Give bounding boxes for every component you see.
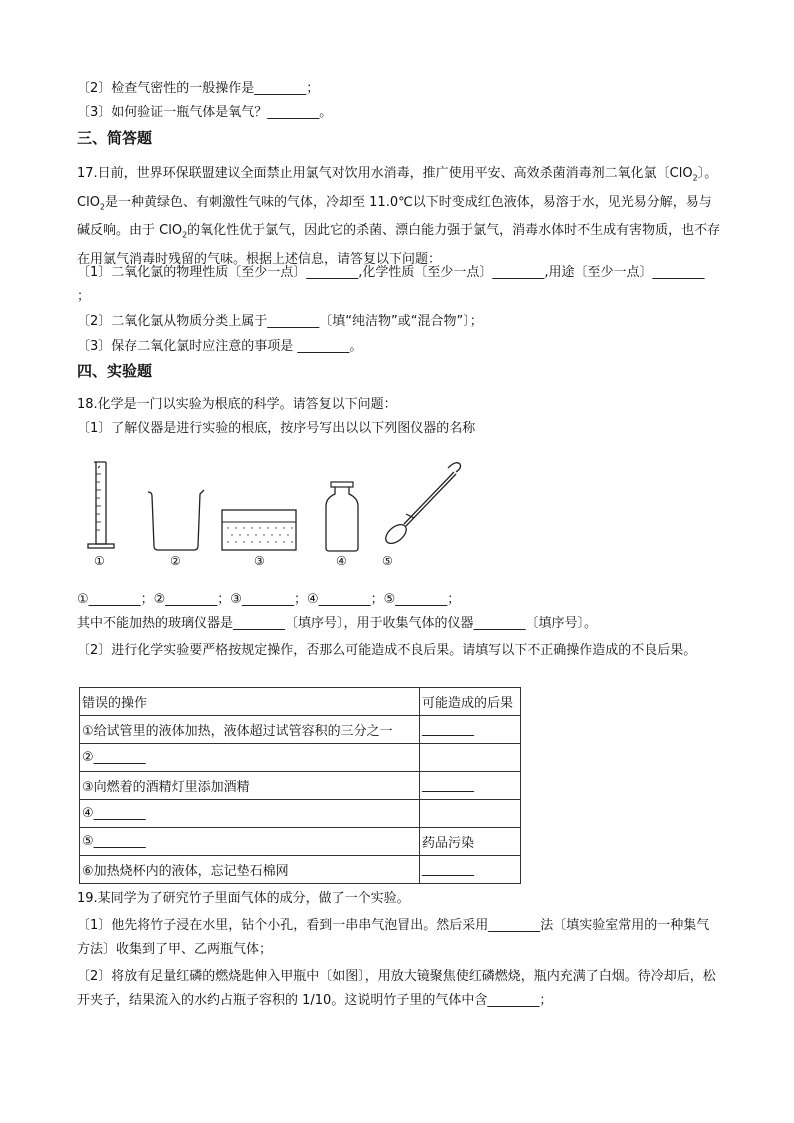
- table-cell-consequence: 药品污染: [420, 828, 521, 856]
- q17-sub1-end: ；: [77, 289, 91, 304]
- q17-sub2: 〔2〕二氧化氯从物质分类上属于________〔填“纯洁物”或“混合物”〕；: [77, 314, 483, 329]
- q17-subscript: 2: [692, 173, 698, 183]
- table-header-cell: 可能造成的后果: [420, 688, 521, 716]
- table-row: [80, 744, 521, 772]
- q19-stem: 19.某同学为了研究竹子里面气体的成分，做了一个实验。: [77, 891, 410, 906]
- q18-stem: 18.化学是一门以实验为根底的科学。请答复以下问题：: [77, 397, 397, 412]
- table-cell-consequence: ________: [420, 716, 521, 744]
- q18-answer-line: ①________；②________；③________；④________；⑤________；: [77, 592, 461, 607]
- graduated-cylinder-figure: [84, 458, 118, 568]
- q19-sub2: 〔2〕将放有足量红磷的燃烧匙伸入甲瓶中〔如图〕，用放大镜聚焦使红磷燃烧，瓶内充满了白烟。待冷却后，松开夹子，结果流入的水约占瓶子容积的 1/10。这说明竹子里的气体中含________；: [77, 969, 716, 1008]
- combustion-spoon-figure: [378, 458, 468, 568]
- q18-sub1: 〔1〕了解仪器是进行实验的根底，按序号写出以以下列图仪器的名称: [77, 421, 476, 436]
- beaker-figure: [146, 488, 208, 568]
- figure-label-2: ②: [170, 554, 181, 568]
- q17-sub3: 〔3〕保存二氧化氯时应注意的事项是 ________。: [77, 339, 363, 354]
- q17-stem: [77, 162, 722, 272]
- section-title-experiment: 四、实验题: [77, 362, 153, 380]
- figure-label-1: ①: [94, 554, 105, 568]
- table-cell-operation: ⑤________: [80, 828, 420, 856]
- operations-table: [79, 687, 521, 884]
- q17-stem-part-c: 是一种黄绿色、有刺激性气味的气体，冷却至 11.0℃以下时变成红色液体，易溶于水，见光易分解，易与碱反响。由于 ClO: [77, 194, 712, 239]
- table-row: [80, 716, 521, 744]
- figure-label-5: ⑤: [382, 554, 393, 568]
- table-cell-operation: ①给试管里的液体加热，液体超过试管容积的三分之一: [80, 716, 420, 744]
- figure-label-3: ③: [254, 554, 265, 568]
- table-cell-operation: ④________: [80, 800, 420, 828]
- q17-subscript: 2: [99, 202, 106, 212]
- q18-glass-line: 其中不能加热的玻璃仪器是________〔填序号〕，用于收集气体的仪器________〔填序号〕。: [77, 616, 598, 631]
- table-cell-consequence: ________: [420, 772, 521, 800]
- table-cell-consequence: [420, 800, 521, 828]
- q17-stem-part-a: 17.日前，世界环保联盟建议全面禁止用氯气对饮用水消毒，推广使用平安、高效杀菌消毒剂二氧化氯〔ClO: [77, 166, 693, 181]
- gas-bottle-figure: [322, 480, 362, 568]
- table-row: [80, 772, 521, 800]
- table-cell-consequence: [420, 744, 521, 772]
- q16-sub3: 〔3〕如何验证一瓶气体是氧气？________。: [77, 105, 333, 120]
- q18-sub2: 〔2〕进行化学实验要严格按规定操作，否那么可能造成不良后果。请填写以下不正确操作造成的不良后果。: [77, 643, 697, 658]
- q19-sub1: 〔1〕他先将竹子浸在水里，钻个小孔，看到一串串气泡冒出。然后采用________法〔填实验室常用的一种集气方法〕收集到了甲、乙两瓶气体；: [77, 918, 710, 957]
- table-row: [80, 800, 521, 828]
- water-trough-figure: [220, 508, 298, 568]
- table-header-row: [80, 688, 521, 716]
- q16-sub2: 〔2〕检查气密性的一般操作是________；: [77, 81, 320, 96]
- table-header-cell: 错误的操作: [80, 688, 420, 716]
- section-title-short-answer: 三、简答题: [77, 129, 153, 147]
- table-cell-consequence: ________: [420, 856, 521, 884]
- table-cell-operation: ③向燃着的酒精灯里添加酒精: [80, 772, 420, 800]
- q17-sub1: 〔1〕二氧化氯的物理性质〔至少一点〕________,化学性质〔至少一点〕________,用途〔至少一点〕________: [77, 265, 705, 280]
- table-row: [80, 856, 521, 884]
- table-cell-operation: ⑥加热烧杯内的液体，忘记垫石棉网: [80, 856, 420, 884]
- figure-label-4: ④: [336, 554, 347, 568]
- q17-subscript: 2: [182, 230, 188, 240]
- table-row: [80, 828, 521, 856]
- apparatus-figure: [78, 458, 538, 570]
- q17-stem-part-d: 的氧化性优于氯气，因此它的杀菌、漂白能力强于氯气，消毒水体时不生成有害物质，也不存在用氯气消毒时残留的气味。根据上述信息，请答复以下问题：: [77, 223, 721, 267]
- table-cell-operation: ②________: [80, 744, 420, 772]
- q17-stem-part-b: 〕。ClO: [77, 166, 718, 210]
